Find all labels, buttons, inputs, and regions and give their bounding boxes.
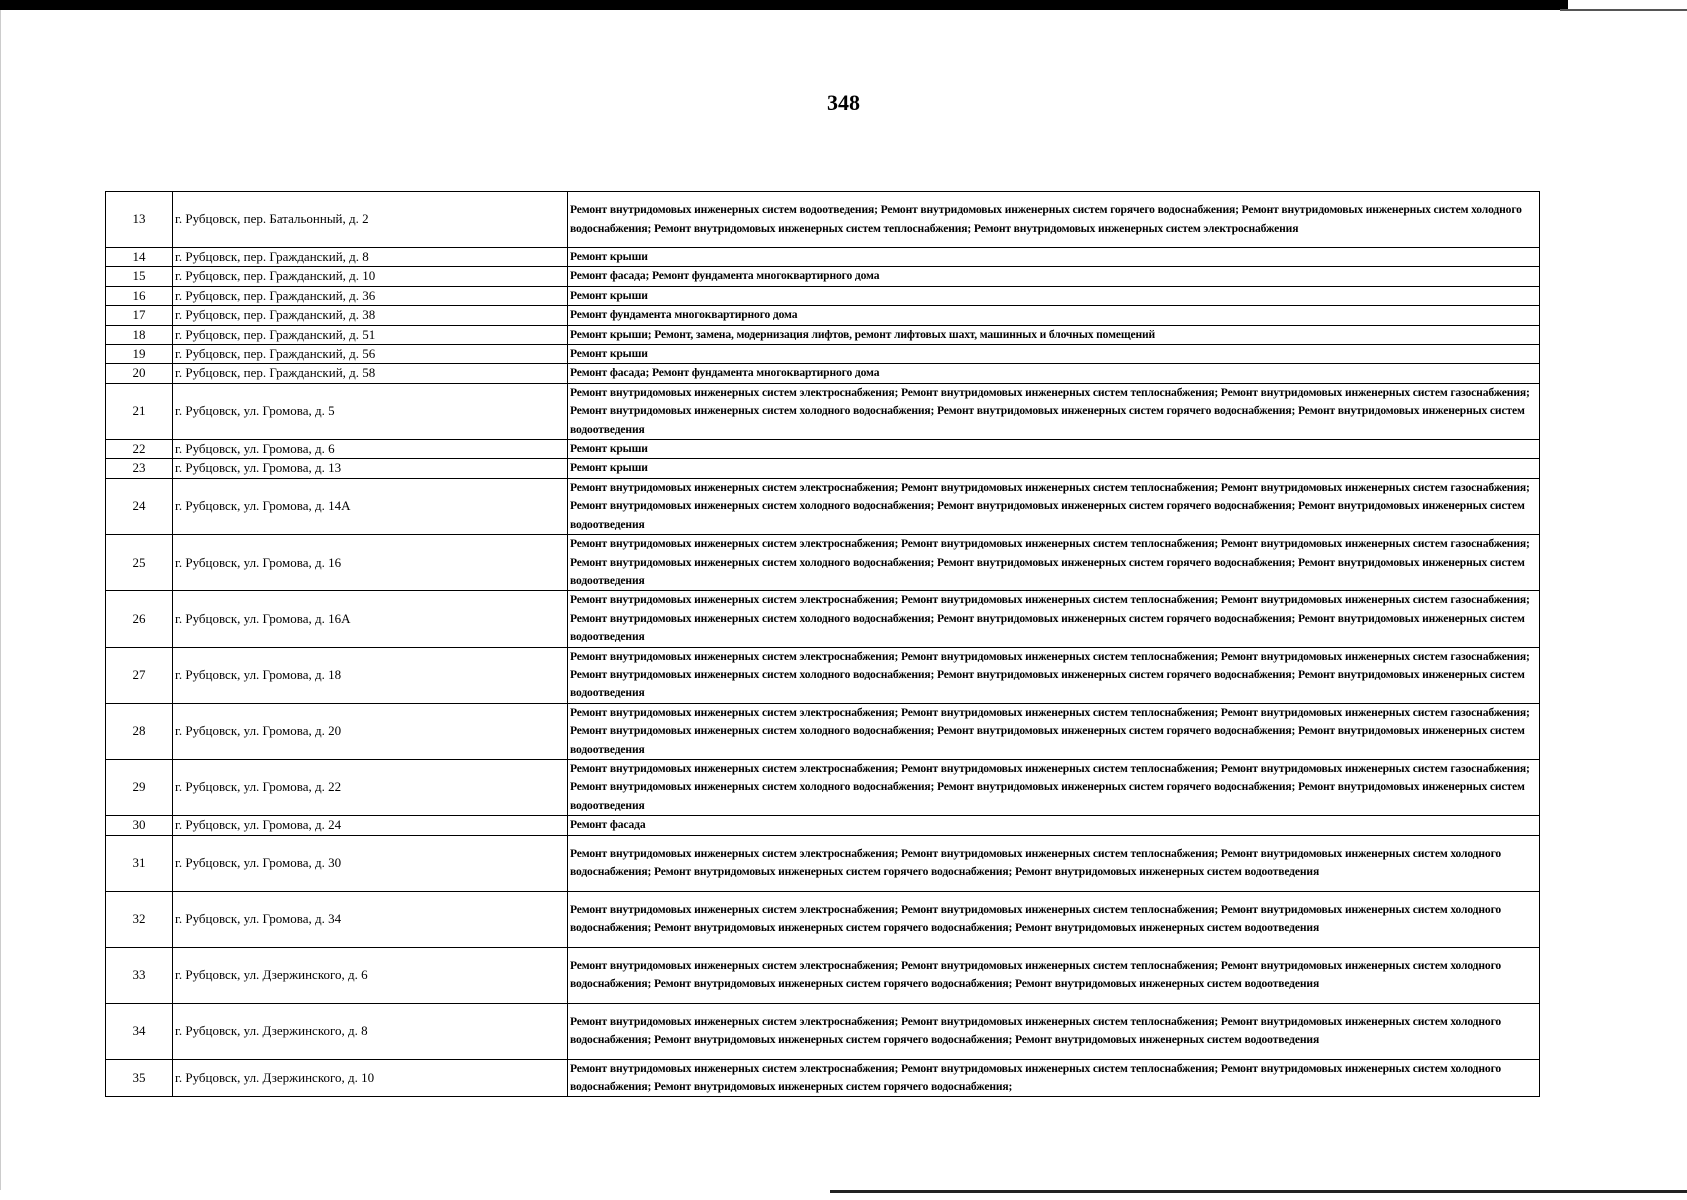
row-address: г. Рубцовск, пер. Гражданский, д. 36 xyxy=(173,286,568,305)
row-address: г. Рубцовск, ул. Громова, д. 30 xyxy=(173,835,568,891)
scan-border-bottom xyxy=(830,1190,1687,1193)
row-works: Ремонт внутридомовых инженерных систем электроснабжения; Ремонт внутридомовых инженерных систем теплоснабжения; Ремонт внутридомовых инженерных систем газоснабжения; Ремонт внутридомовых инженерных систем холодного водоснабжения; Ремонт внутридомовых инженерных систем горячего водоснабжения; Ремонт внутридомовых инженерных систем водоотведения xyxy=(568,647,1540,703)
table-row xyxy=(106,703,1540,759)
table-row xyxy=(106,440,1540,459)
row-number: 29 xyxy=(106,759,173,815)
row-address: г. Рубцовск, пер. Гражданский, д. 56 xyxy=(173,345,568,364)
row-works: Ремонт крыши xyxy=(568,286,1540,305)
table-row xyxy=(106,459,1540,478)
table-row xyxy=(106,835,1540,891)
row-address: г. Рубцовск, ул. Громова, д. 34 xyxy=(173,891,568,947)
scan-border-top xyxy=(0,0,1568,10)
row-number: 28 xyxy=(106,703,173,759)
row-number: 17 xyxy=(106,306,173,325)
row-address: г. Рубцовск, ул. Дзержинского, д. 6 xyxy=(173,947,568,1003)
row-works: Ремонт фундамента многоквартирного дома xyxy=(568,306,1540,325)
row-works: Ремонт внутридомовых инженерных систем электроснабжения; Ремонт внутридомовых инженерных систем теплоснабжения; Ремонт внутридомовых инженерных систем газоснабжения; Ремонт внутридомовых инженерных систем холодного водоснабжения; Ремонт внутридомовых инженерных систем горячего водоснабжения; Ремонт внутридомовых инженерных систем водоотведения xyxy=(568,591,1540,647)
row-address: г. Рубцовск, пер. Гражданский, д. 58 xyxy=(173,364,568,383)
row-address: г. Рубцовск, ул. Громова, д. 5 xyxy=(173,383,568,439)
table-row xyxy=(106,325,1540,344)
row-address: г. Рубцовск, ул. Дзержинского, д. 10 xyxy=(173,1059,568,1097)
row-number: 33 xyxy=(106,947,173,1003)
row-works: Ремонт крыши xyxy=(568,345,1540,364)
table-row xyxy=(106,364,1540,383)
row-address: г. Рубцовск, ул. Громова, д. 22 xyxy=(173,759,568,815)
table-row xyxy=(106,591,1540,647)
table-row xyxy=(106,267,1540,286)
works-table xyxy=(105,191,1540,1097)
row-works: Ремонт фасада; Ремонт фундамента многоквартирного дома xyxy=(568,267,1540,286)
row-works: Ремонт крыши xyxy=(568,459,1540,478)
row-address: г. Рубцовск, пер. Гражданский, д. 8 xyxy=(173,248,568,267)
row-address: г. Рубцовск, ул. Громова, д. 16 xyxy=(173,535,568,591)
table-row xyxy=(106,345,1540,364)
table-row xyxy=(106,535,1540,591)
row-address: г. Рубцовск, пер. Гражданский, д. 10 xyxy=(173,267,568,286)
row-works: Ремонт крыши xyxy=(568,440,1540,459)
table-row xyxy=(106,192,1540,248)
row-address: г. Рубцовск, ул. Громова, д. 24 xyxy=(173,816,568,835)
table-row xyxy=(106,816,1540,835)
row-number: 20 xyxy=(106,364,173,383)
row-number: 30 xyxy=(106,816,173,835)
row-number: 18 xyxy=(106,325,173,344)
row-number: 13 xyxy=(106,192,173,248)
row-works: Ремонт внутридомовых инженерных систем электроснабжения; Ремонт внутридомовых инженерных систем теплоснабжения; Ремонт внутридомовых инженерных систем газоснабжения; Ремонт внутридомовых инженерных систем холодного водоснабжения; Ремонт внутридомовых инженерных систем горячего водоснабжения; Ремонт внутридомовых инженерных систем водоотведения xyxy=(568,759,1540,815)
row-number: 31 xyxy=(106,835,173,891)
row-address: г. Рубцовск, пер. Гражданский, д. 51 xyxy=(173,325,568,344)
row-works: Ремонт фасада; Ремонт фундамента многоквартирного дома xyxy=(568,364,1540,383)
table-row xyxy=(106,478,1540,534)
row-address: г. Рубцовск, ул. Громова, д. 13 xyxy=(173,459,568,478)
row-number: 25 xyxy=(106,535,173,591)
row-address: г. Рубцовск, пер. Батальонный, д. 2 xyxy=(173,192,568,248)
table-row xyxy=(106,647,1540,703)
row-address: г. Рубцовск, ул. Громова, д. 20 xyxy=(173,703,568,759)
row-works: Ремонт внутридомовых инженерных систем электроснабжения; Ремонт внутридомовых инженерных систем теплоснабжения; Ремонт внутридомовых инженерных систем холодного водоснабжения; Ремонт внутридомовых инженерных систем горячего водоснабжения; Ремонт внутридомовых инженерных систем водоотведения xyxy=(568,1003,1540,1059)
row-works: Ремонт внутридомовых инженерных систем водоотведения; Ремонт внутридомовых инженерных систем горячего водоснабжения; Ремонт внутридомовых инженерных систем холодного водоснабжения; Ремонт внутридомовых инженерных систем теплоснабжения; Ремонт внутридомовых инженерных систем электроснабжения xyxy=(568,192,1540,248)
row-number: 24 xyxy=(106,478,173,534)
row-number: 16 xyxy=(106,286,173,305)
row-number: 19 xyxy=(106,345,173,364)
table-row xyxy=(106,1003,1540,1059)
scan-border-left xyxy=(0,10,1,1190)
row-number: 14 xyxy=(106,248,173,267)
row-address: г. Рубцовск, пер. Гражданский, д. 38 xyxy=(173,306,568,325)
row-works: Ремонт внутридомовых инженерных систем электроснабжения; Ремонт внутридомовых инженерных систем теплоснабжения; Ремонт внутридомовых инженерных систем газоснабжения; Ремонт внутридомовых инженерных систем холодного водоснабжения; Ремонт внутридомовых инженерных систем горячего водоснабжения; Ремонт внутридомовых инженерных систем водоотведения xyxy=(568,383,1540,439)
page-number: 348 xyxy=(827,90,860,115)
row-works: Ремонт внутридомовых инженерных систем электроснабжения; Ремонт внутридомовых инженерных систем теплоснабжения; Ремонт внутридомовых инженерных систем холодного водоснабжения; Ремонт внутридомовых инженерных систем горячего водоснабжения; Ремонт внутридомовых инженерных систем водоотведения xyxy=(568,947,1540,1003)
row-number: 27 xyxy=(106,647,173,703)
row-works: Ремонт внутридомовых инженерных систем электроснабжения; Ремонт внутридомовых инженерных систем теплоснабжения; Ремонт внутридомовых инженерных систем газоснабжения; Ремонт внутридомовых инженерных систем холодного водоснабжения; Ремонт внутридомовых инженерных систем горячего водоснабжения; Ремонт внутридомовых инженерных систем водоотведения xyxy=(568,703,1540,759)
row-address: г. Рубцовск, ул. Громова, д. 18 xyxy=(173,647,568,703)
scan-border-top-fade xyxy=(1560,9,1687,11)
row-number: 34 xyxy=(106,1003,173,1059)
row-address: г. Рубцовск, ул. Громова, д. 6 xyxy=(173,440,568,459)
table-row xyxy=(106,891,1540,947)
row-number: 23 xyxy=(106,459,173,478)
table-row xyxy=(106,759,1540,815)
row-works: Ремонт внутридомовых инженерных систем электроснабжения; Ремонт внутридомовых инженерных систем теплоснабжения; Ремонт внутридомовых инженерных систем холодного водоснабжения; Ремонт внутридомовых инженерных систем горячего водоснабжения; Ремонт внутридомовых инженерных систем водоотведения xyxy=(568,891,1540,947)
row-address: г. Рубцовск, ул. Громова, д. 14А xyxy=(173,478,568,534)
table-row xyxy=(106,383,1540,439)
table-row xyxy=(106,947,1540,1003)
row-number: 21 xyxy=(106,383,173,439)
row-address: г. Рубцовск, ул. Громова, д. 16А xyxy=(173,591,568,647)
row-number: 22 xyxy=(106,440,173,459)
table-row xyxy=(106,248,1540,267)
row-works: Ремонт крыши; Ремонт, замена, модернизация лифтов, ремонт лифтовых шахт, машинных и блочных помещений xyxy=(568,325,1540,344)
works-table-body xyxy=(106,192,1540,1097)
row-works: Ремонт внутридомовых инженерных систем электроснабжения; Ремонт внутридомовых инженерных систем теплоснабжения; Ремонт внутридомовых инженерных систем газоснабжения; Ремонт внутридомовых инженерных систем холодного водоснабжения; Ремонт внутридомовых инженерных систем горячего водоснабжения; Ремонт внутридомовых инженерных систем водоотведения xyxy=(568,535,1540,591)
row-number: 26 xyxy=(106,591,173,647)
row-works: Ремонт внутридомовых инженерных систем электроснабжения; Ремонт внутридомовых инженерных систем теплоснабжения; Ремонт внутридомовых инженерных систем холодного водоснабжения; Ремонт внутридомовых инженерных систем горячего водоснабжения; xyxy=(568,1059,1540,1097)
row-address: г. Рубцовск, ул. Дзержинского, д. 8 xyxy=(173,1003,568,1059)
table-row xyxy=(106,306,1540,325)
row-number: 35 xyxy=(106,1059,173,1097)
table-row xyxy=(106,1059,1540,1097)
row-works: Ремонт фасада xyxy=(568,816,1540,835)
row-number: 32 xyxy=(106,891,173,947)
table-row xyxy=(106,286,1540,305)
row-number: 15 xyxy=(106,267,173,286)
row-works: Ремонт внутридомовых инженерных систем электроснабжения; Ремонт внутридомовых инженерных систем теплоснабжения; Ремонт внутридомовых инженерных систем холодного водоснабжения; Ремонт внутридомовых инженерных систем горячего водоснабжения; Ремонт внутридомовых инженерных систем водоотведения xyxy=(568,835,1540,891)
row-works: Ремонт внутридомовых инженерных систем электроснабжения; Ремонт внутридомовых инженерных систем теплоснабжения; Ремонт внутридомовых инженерных систем газоснабжения; Ремонт внутридомовых инженерных систем холодного водоснабжения; Ремонт внутридомовых инженерных систем горячего водоснабжения; Ремонт внутридомовых инженерных систем водоотведения xyxy=(568,478,1540,534)
row-works: Ремонт крыши xyxy=(568,248,1540,267)
